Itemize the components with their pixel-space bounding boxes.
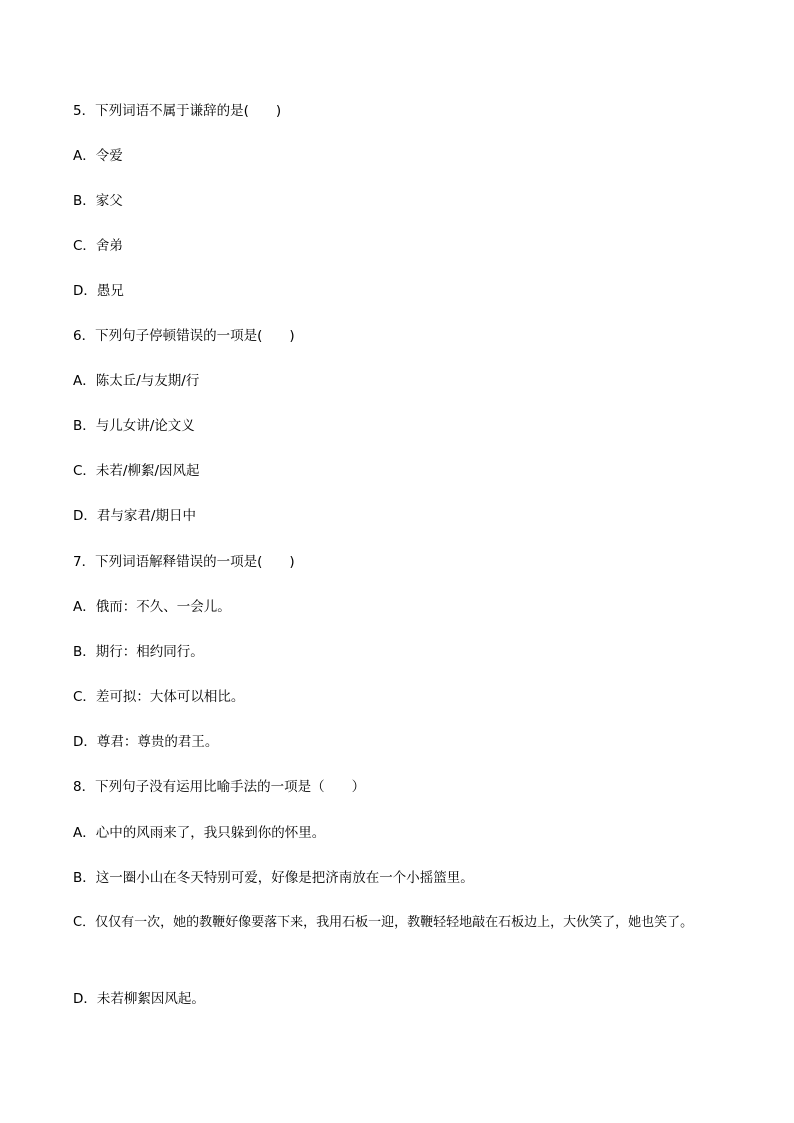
question-7-stem: 7．下列词语解释错误的一项是( )	[73, 554, 295, 570]
question-8-option-b: B．这一圈小山在冬天特别可爱，好像是把济南放在一个小摇篮里。	[73, 870, 474, 886]
question-7-option-c: C．差可拟：大体可以相比。	[73, 689, 245, 705]
question-8-option-c: C．仅仅有一次，她的教鞭好像要落下来，我用石板一迎，教鞭轻轻地敲在石板边上，大伙笑了，她也笑了。	[73, 915, 694, 930]
question-5-option-c: C．舍弟	[73, 238, 123, 254]
question-8-option-a: A．心中的风雨来了，我只躲到你的怀里。	[73, 825, 326, 841]
question-6-option-a: A．陈太丘/与友期/行	[73, 373, 200, 389]
question-6-option-b: B．与儿女讲/论文义	[73, 418, 195, 434]
question-7-option-b: B．期行：相约同行。	[73, 644, 204, 660]
question-6-stem: 6．下列句子停顿错误的一项是( )	[73, 328, 295, 344]
question-5-option-a: A．令爱	[73, 148, 123, 164]
question-5-option-d: D．愚兄	[73, 283, 124, 299]
question-7-option-d: D．尊君：尊贵的君王。	[73, 734, 219, 750]
question-6-option-c: C．未若/柳絮/因风起	[73, 463, 200, 479]
question-5-stem: 5．下列词语不属于谦辞的是( )	[73, 103, 282, 119]
question-8-option-d: D．未若柳絮因风起。	[73, 991, 205, 1007]
question-5-option-b: B．家父	[73, 193, 123, 209]
question-7-option-a: A．俄而：不久、一会儿。	[73, 599, 231, 615]
question-6-option-d: D．君与家君/期日中	[73, 508, 196, 524]
question-8-stem: 8．下列句子没有运用比喻手法的一项是（ ）	[73, 779, 366, 795]
